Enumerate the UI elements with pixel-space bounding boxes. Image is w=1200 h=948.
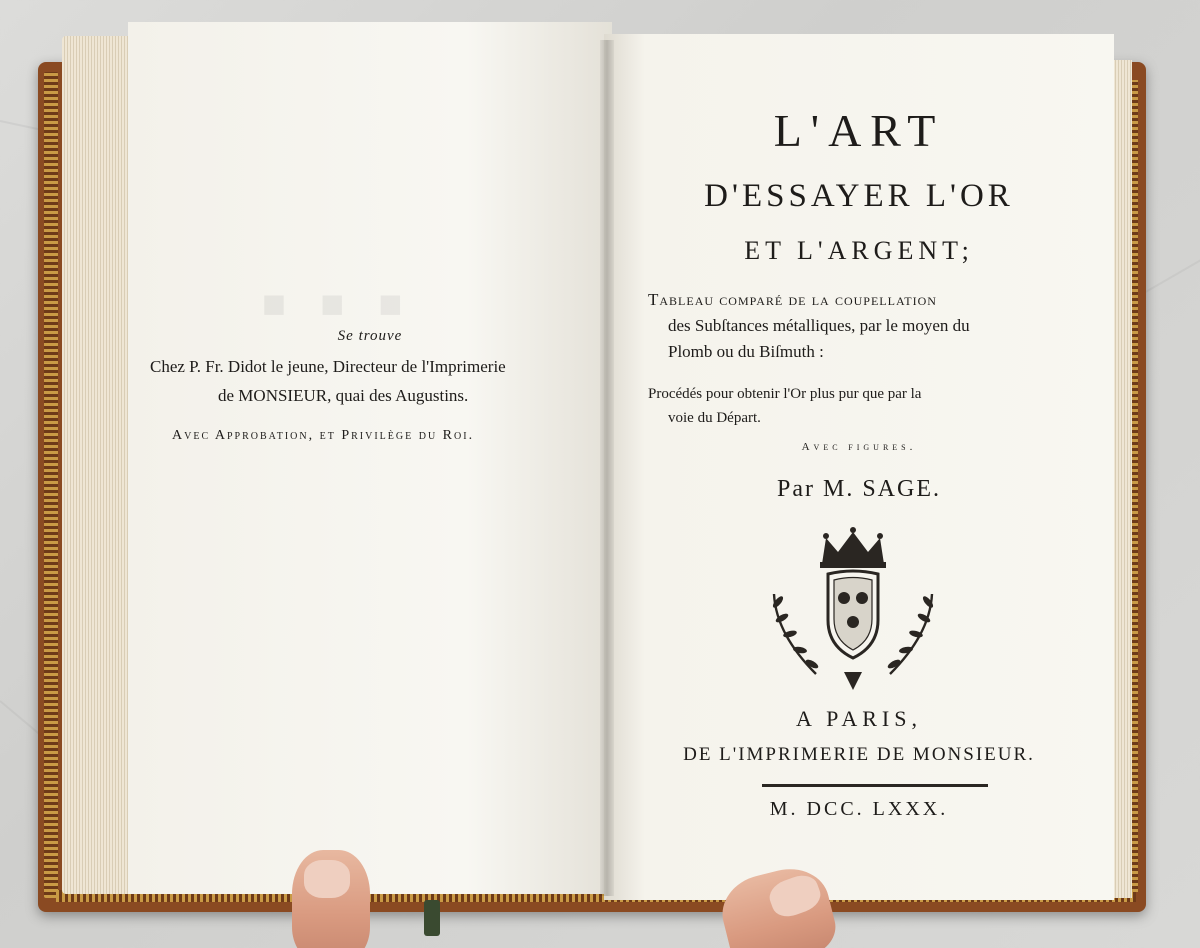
book-gutter	[600, 40, 614, 896]
subtitle-line-1: Tableau comparé de la coupellation	[648, 290, 937, 309]
publisher-line: Chez P. Fr. Didot le jeune, Directeur de l'Imprimerie	[150, 357, 506, 376]
procedes-line-2: voie du Départ.	[668, 410, 761, 426]
author-line: Par M. SAGE.	[776, 476, 941, 502]
address-line: de MONSIEUR, quai des Augustins.	[218, 386, 469, 405]
procedes-line-1: Procédés pour obtenir l'Or plus pur que par la	[648, 386, 922, 402]
left-thumbnail	[304, 860, 350, 898]
page-edges-left	[62, 36, 132, 894]
ribbon-bookmark	[424, 900, 440, 936]
se-trouve-label: Se trouve	[337, 328, 403, 344]
show-through-ghost: ■ ■ ■	[250, 281, 403, 326]
divider-rule	[762, 784, 988, 787]
year-line: M. DCC. LXXX.	[769, 798, 949, 820]
title-line-2: D'ESSAYER L'OR	[704, 178, 1014, 214]
avec-figures-label: Avec figures.	[801, 441, 917, 453]
printer-line: DE L'IMPRIMERIE DE MONSIEUR.	[683, 744, 1035, 765]
place-line: A PARIS,	[795, 706, 922, 731]
subtitle-line-2: des Subſtances métalliques, par le moyen du	[668, 316, 970, 335]
royal-crest-emblem	[756, 524, 950, 696]
subtitle-line-3: Plomb ou du Biſmuth :	[668, 342, 824, 361]
crown-icon	[820, 527, 886, 568]
title-line-1: L'ART	[773, 105, 945, 156]
gilt-border-left	[44, 72, 58, 898]
privilege-line: Avec Approbation, et Privilège du Roi.	[172, 428, 475, 443]
right-page	[604, 34, 1114, 900]
title-line-3: ET L'ARGENT;	[744, 236, 974, 265]
left-page	[128, 22, 612, 894]
